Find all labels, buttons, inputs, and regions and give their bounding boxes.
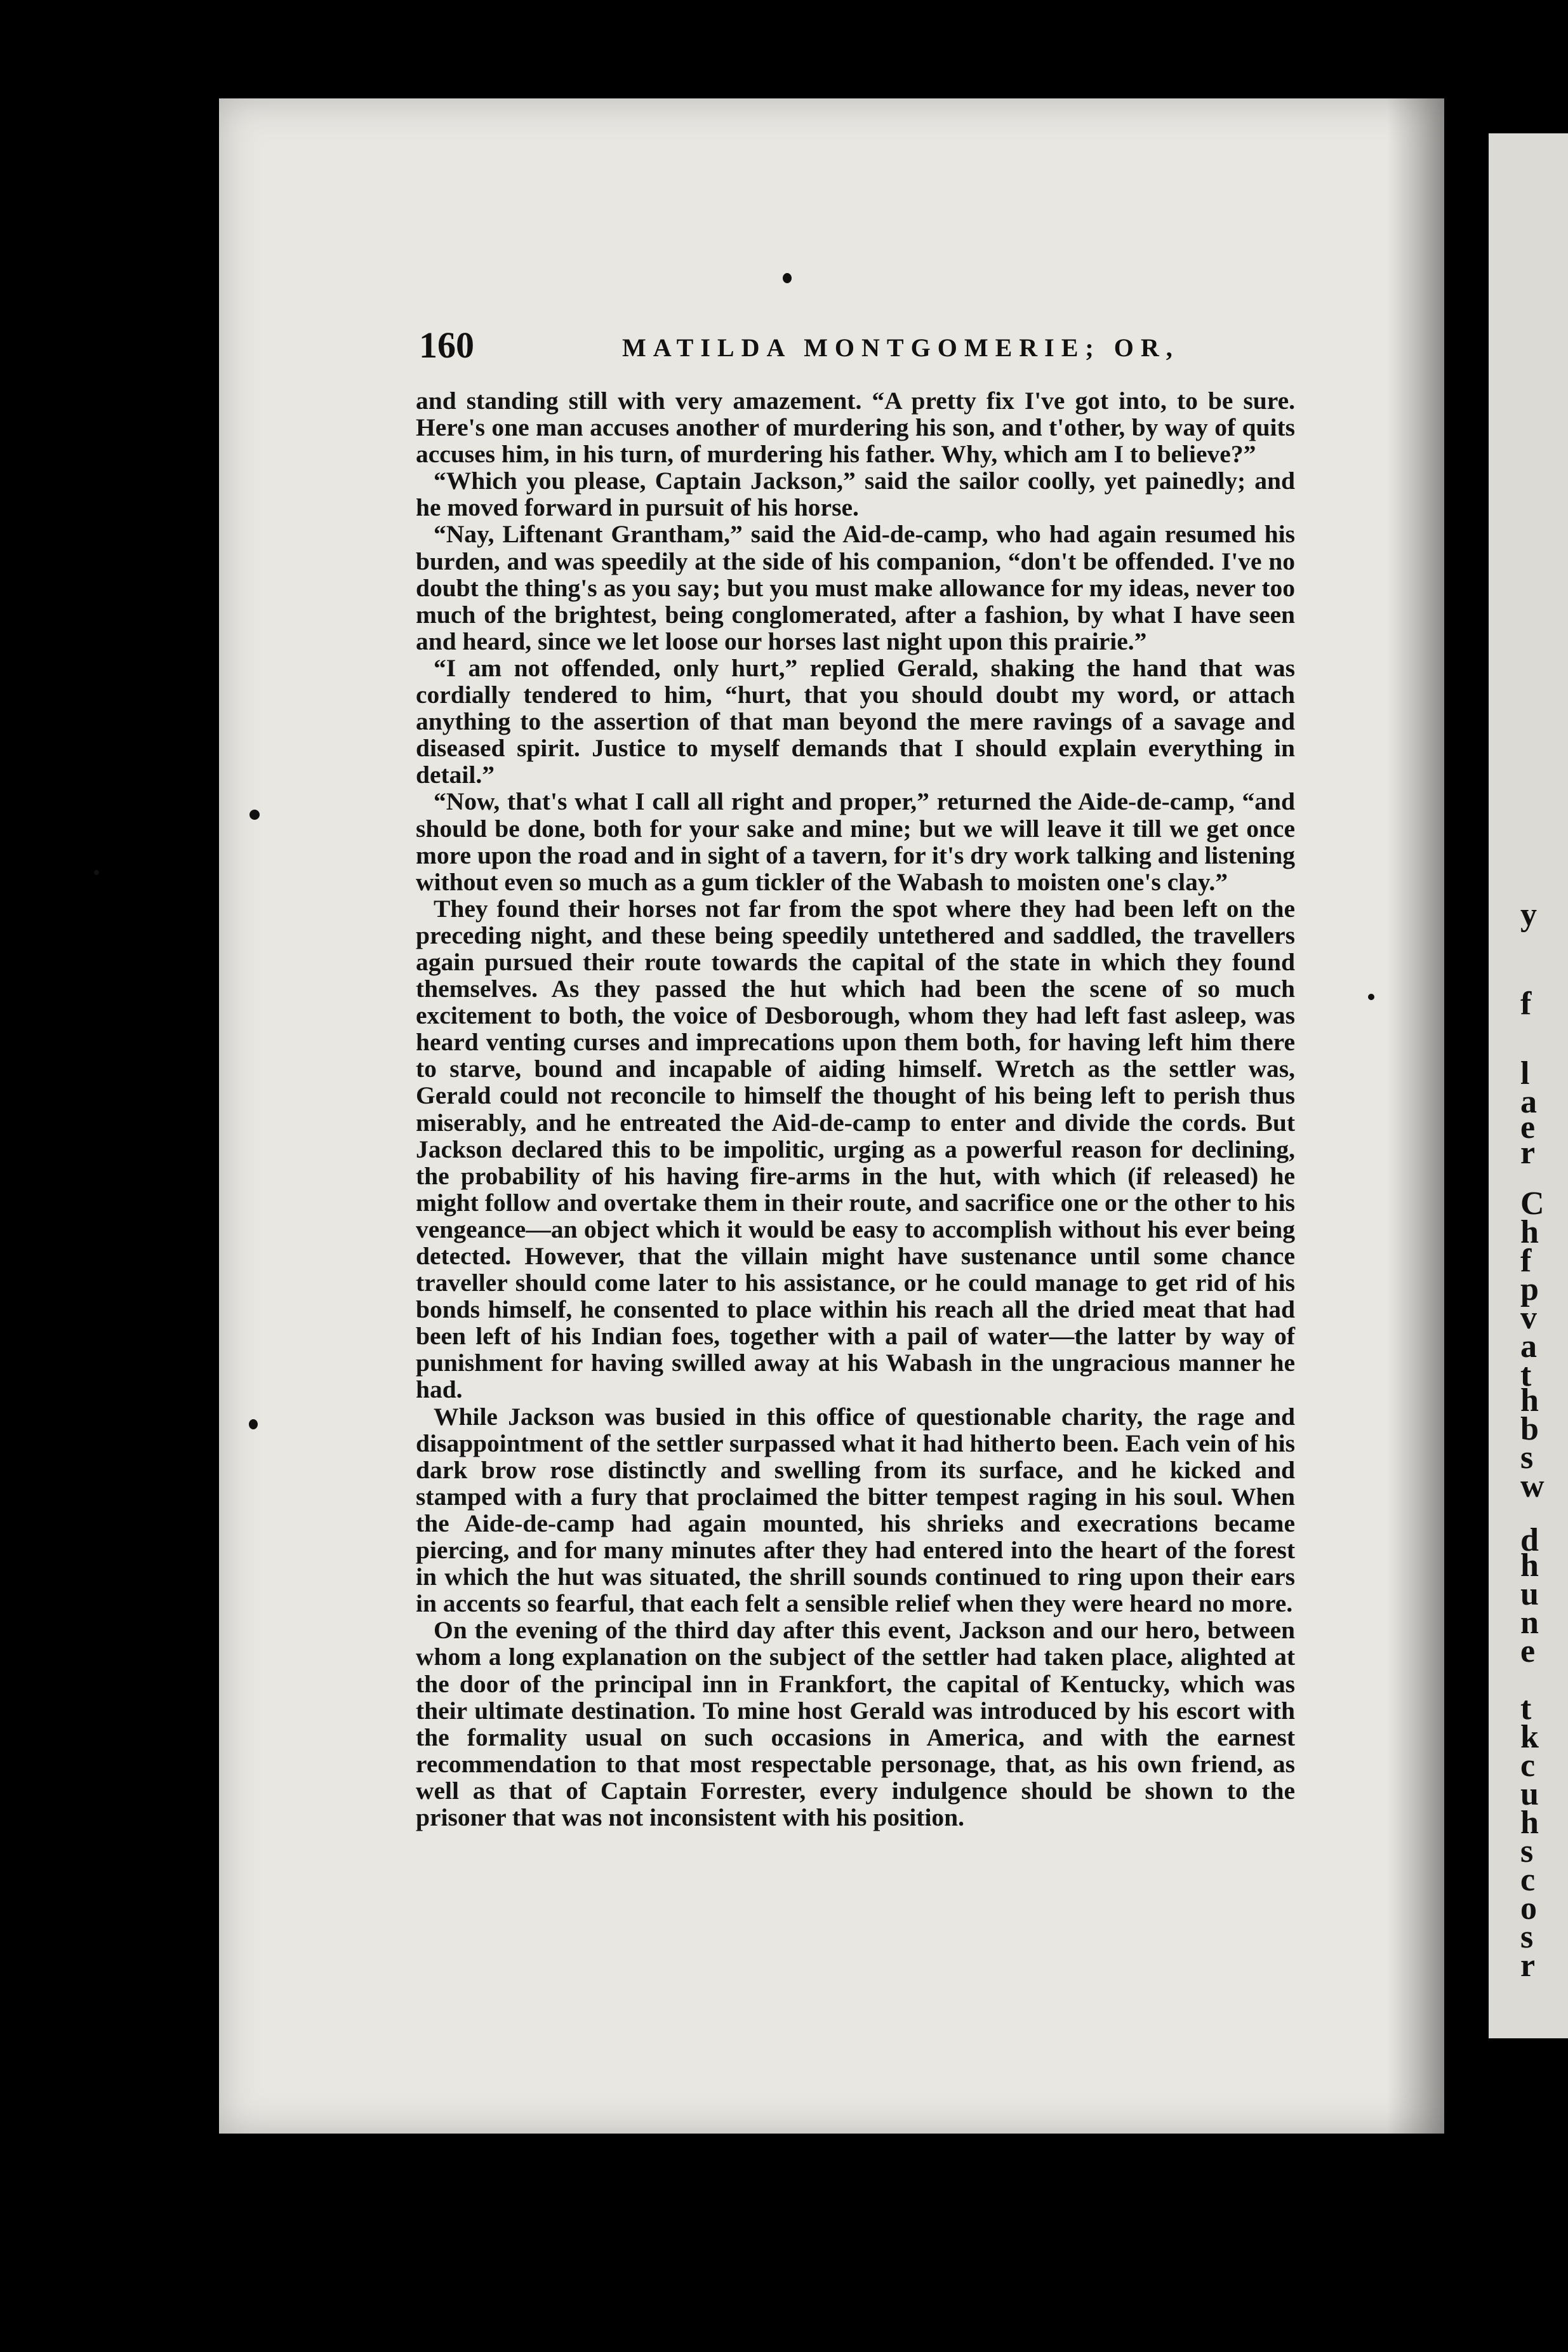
facing-page-letter: c (1520, 1862, 1536, 1898)
paragraph: They found their horses not far from the spot where they had been left on the preceding night, and these being speedily untethered and saddled, the travellers again pursued their route towards the capital of the state in which they found themselves. As they passed the hut which had been the scene of so much excitement to both, the voice of Desborough, whom they had left fast asleep, was heard venting curses and imprecations upon them both, for having left him there to starve, bound and incapable of aiding himself. Wretch as the settler was, Gerald could not reconcile to himself the thought of his being left to perish thus miserably, and he entreated the Aid-de-camp to enter and divide the cords. But Jackson declared this to be impolitic, urging as a powerful reason for declining, the probability of his having fire-arms in the hut, with which (if released) he might follow and overtake them in their route, and sacrifice one or the other to his vengeance—an object which it would be easy to accomplish without his ever being detected. However, that the villain might have sustenance until some chance traveller should come later to his assistance, or he could manage to get rid of his bonds himself, he consented to place within his reach all the dried meat that had been left of his Indian foes, together with a pail of water—the latter by way of punishment for having swilled away at his Wabash in the ungracious manner he had. (416, 894, 1295, 1404)
facing-page-letter: f (1520, 1243, 1532, 1279)
ink-speck (1368, 994, 1374, 1000)
facing-page-letter: t (1520, 1690, 1532, 1727)
facing-page-letter: b (1520, 1411, 1539, 1447)
facing-page-letter: r (1520, 1948, 1536, 1984)
page-number: 160 (419, 324, 474, 366)
facing-page-letter: t (1520, 1357, 1532, 1393)
page-header (419, 324, 1308, 368)
facing-page-letter: p (1520, 1271, 1539, 1307)
facing-page-letter: u (1520, 1776, 1539, 1812)
paragraph: On the evening of the third day after this event, Jackson and our hero, between whom a long explanation on the subject of the settler had taken place, alighted at the door of the principal inn in Frankfort, the capital of Kentucky, which was their ultimate destination. To mine host Gerald was introduced by his escort with the formality usual on such occasions in America, and with the earnest recommendation to that most respectable personage, that, as his own friend, as well as that of Captain Forrester, every indulgence should be shown to the prisoner that was not inconsistent with his position. (416, 1616, 1295, 1831)
facing-page-letter: s (1520, 1833, 1534, 1869)
paragraph: and standing still with very amazement. “A pretty fix I've got into, to be sure. Here's one man accuses another of murdering his son, and t'other, by way of quits accuses him, in his turn, of murdering his father. Why, which am I to believe?” (416, 387, 1295, 469)
facing-page-letter: k (1520, 1719, 1539, 1755)
paragraph: “Now, that's what I call all right and proper,” returned the Aide-de-camp, “and should be done, both for your sake and mine; but we will leave it till we get once more upon the road and in sight of a tavern, for it's dry work talking and listening without even so much as a gum tickler of the Wabash to moisten one's clay.” (416, 787, 1295, 896)
facing-page-letter: e (1520, 1109, 1536, 1146)
facing-page-letter: h (1520, 1805, 1539, 1841)
facing-page-letter: y (1520, 897, 1537, 933)
running-title: MATILDA MONTGOMERIE; OR, (622, 333, 1179, 362)
facing-page-letter: o (1520, 1890, 1537, 1927)
facing-page-letter: s (1520, 1440, 1534, 1476)
paragraph: “Which you please, Captain Jackson,” said the sailor coolly, yet painedly; and he moved forward in pursuit of his horse. (416, 467, 1295, 522)
facing-page-letter: f (1520, 986, 1532, 1022)
facing-page-letter: r (1520, 1135, 1536, 1171)
facing-page-letter: w (1520, 1468, 1545, 1504)
paragraph: While Jackson was busied in this office of questionable charity, the rage and disappointment of the settler surpassed what it had hitherto been. Each vein of his dark brow rose distinctly and swelling from its surface, and he kicked and stamped with a fury that proclaimed the bitter tempest raging in his soul. When the Aide-de-camp had again mounted, his shrieks and execrations became piercing, and for many minutes after they had entered into the heart of the forest in which the hut was situated, the shrill sounds continued to ring upon their ears in accents so fearful, that each felt a sensible relief when they were heard no more. (416, 1402, 1295, 1618)
paragraph: “Nay, Liftenant Grantham,” said the Aid-de-camp, who had again resumed his burden, and was speedily at the side of his companion, “don't be offended. I've no doubt the thing's as you say; but you must make allowance for my ideas, never too much of the brightest, being conglomerated, after a fashion, by what I have seen and heard, since we let loose our horses last night upon this prairie.” (416, 520, 1295, 655)
facing-page-letter: v (1520, 1300, 1537, 1336)
ink-speck (783, 273, 792, 283)
body-text (416, 387, 1295, 1831)
facing-page-letter: s (1520, 1919, 1534, 1955)
facing-page-letter: h (1520, 1214, 1539, 1250)
facing-page-letter: a (1520, 1328, 1537, 1365)
facing-page-letter: u (1520, 1576, 1539, 1612)
paragraph: “I am not offended, only hurt,” replied Gerald, shaking the hand that was cordially tendered to him, “hurt, that you should doubt my word, or attach anything to the assertion of that man beyond the mere ravings of a savage and diseased spirit. Justice to myself demands that I should explain everything in detail.” (416, 653, 1295, 789)
facing-page-letter: a (1520, 1084, 1537, 1120)
facing-page-letter: C (1520, 1186, 1545, 1222)
ink-speck (94, 870, 99, 875)
ink-speck (249, 1419, 258, 1429)
facing-page-letter: n (1520, 1605, 1539, 1641)
ink-speck (249, 810, 260, 820)
facing-page-letter: h (1520, 1382, 1539, 1419)
facing-page-letter: d (1520, 1522, 1539, 1558)
facing-page-letter: l (1520, 1055, 1530, 1092)
facing-page-letter: h (1520, 1547, 1539, 1584)
facing-page-letter: c (1520, 1747, 1536, 1784)
facing-page-letter: e (1520, 1633, 1536, 1669)
